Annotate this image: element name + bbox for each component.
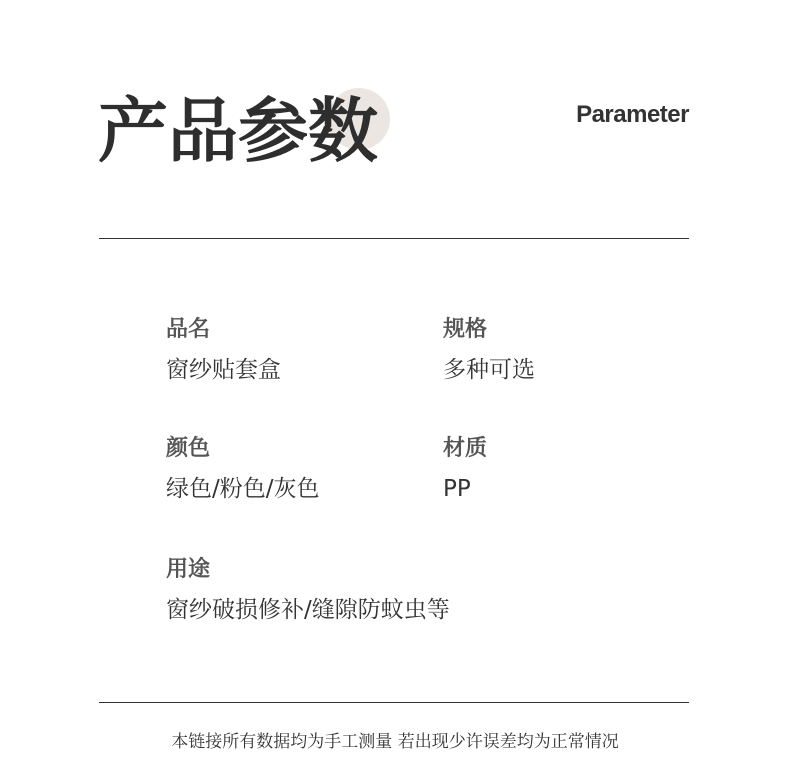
param-specification [443, 319, 535, 382]
param-value: 绿色/粉色/灰色 [166, 476, 320, 502]
page-subtitle: Parameter [576, 101, 689, 128]
param-label: 品名 [166, 317, 211, 342]
param-value: PP [443, 476, 471, 502]
param-material [443, 438, 487, 501]
bottom-divider [99, 702, 689, 703]
param-product-name [166, 319, 281, 382]
top-divider [99, 238, 689, 239]
param-color [166, 438, 320, 501]
param-label: 材质 [443, 436, 488, 461]
page-title: 产品参数 [98, 90, 378, 172]
param-label: 颜色 [166, 436, 211, 461]
measurement-disclaimer: 本链接所有数据均为手工测量 若出现少许误差均为正常情况 [171, 732, 619, 752]
param-value: 窗纱破损修补/缝隙防蚊虫等 [166, 597, 450, 623]
param-label: 用途 [166, 557, 211, 582]
param-value: 多种可选 [443, 357, 535, 383]
param-label: 规格 [443, 317, 488, 342]
param-usage [166, 559, 450, 622]
param-value: 窗纱贴套盒 [166, 357, 281, 383]
